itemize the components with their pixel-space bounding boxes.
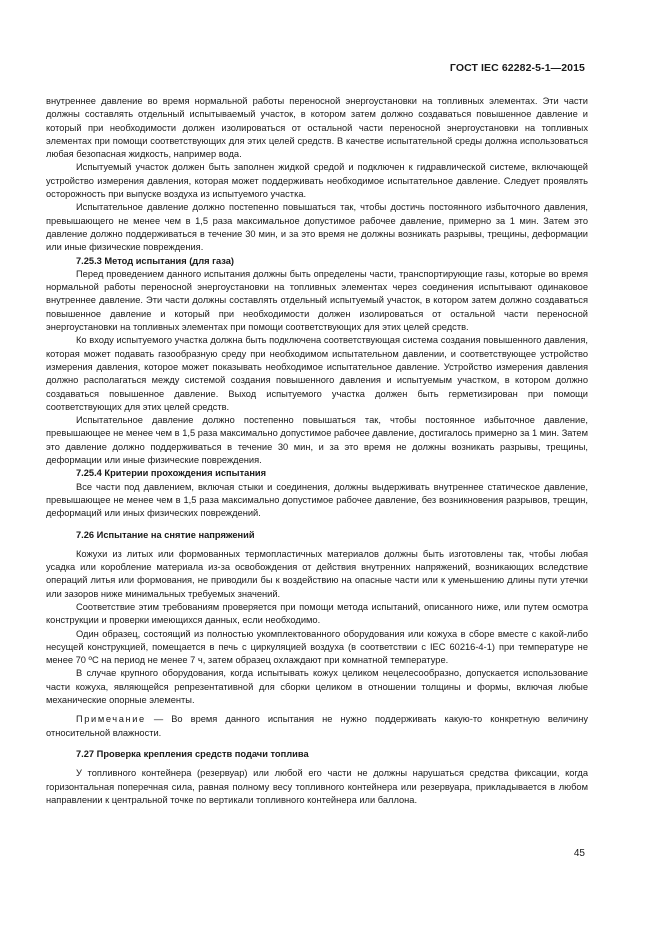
paragraph: Ко входу испытуемого участка должна быть подключена соответствующая система создания повышенного давления, которая может подавать газообразную среду при необходимом испытательном давлении, и соответствующее устройство измерения давления, которое может показывать необходимое испытательное давление. Устройство измерения давления должно располагаться между системой создания повышенного давления и испытуемым участком, в котором должно создаваться повышенное давление. Выход испытуемого участка должен быть герметизирован при помощи соответствующих для этих целей средств. [46, 335, 588, 412]
paragraph: Все части под давлением, включая стыки и соединения, должны выдерживать внутреннее статическое давление, превышающее не менее чем в 1,5 раза максимально допустимое рабочее давление, без возникновения разрывов, трещин, деформаций или иных физических повреждений. [46, 481, 588, 519]
paragraph: Один образец, состоящий из полностью укомплектованного оборудования или кожуха в сборе вместе с какой-либо несущей конструкцией, помещается в печь с циркуляцией воздуха (в соответствии с IEC 60216-4-1) при температуре не менее 70 ºС на период не менее 7 ч, затем образец охлаждают при комнатной температуре. [46, 628, 588, 666]
paragraph: Кожухи из литых или формованных термопластичных материалов должны быть изготовлены так, чтобы любая усадка или коробление материала из-за освобождения от действия внутренних напряжений, возникающих вследствие операций литья или формования, не приводили бы к воздействию на опасные части или к уменьшению длины пути утечки или зазоров ниже минимальных требуемых значений. [46, 548, 588, 599]
paragraph: Перед проведением данного испытания должны быть определены части, транспортирующие газы, которые во время нормальной работы переносной энергоустановки на топливных элементах через соединения испытывают одинаковое внутреннее давление. Эти части должны составлять отдельный испытуемый участок, в котором затем должно создаваться повышенное давление и который при необходимости должен изолироваться от остальной части переносной энергоустановки на топливных элементах при помощи соответствующих для этих целей средств. [46, 268, 588, 333]
document-body [46, 95, 588, 807]
note [46, 713, 588, 740]
document-header: ГОСТ IEC 62282-5-1—2015 [449, 62, 585, 74]
page-number: 45 [573, 848, 585, 859]
section-heading-7-25-3: 7.25.3 Метод испытания (для газа) [76, 255, 235, 266]
paragraph: В случае крупного оборудования, когда испытывать кожух целиком нецелесообразно, допускается использование части кожуха, являющейся репрезентативной для сборки целиком в отношении толщины и формы, включая любые механические опорные элементы. [46, 668, 588, 706]
section-heading-7-25-4: 7.25.4 Критерии прохождения испытания [76, 468, 267, 479]
note-label: Примечание [76, 714, 146, 725]
note-text: — Во время данного испытания не нужно поддерживать какую-то конкретную величину относительной влажности. [46, 714, 588, 738]
section-heading-7-26: 7.26 Испытание на снятие напряжений [76, 529, 255, 540]
paragraph: внутреннее давление во время нормальной работы переносной энергоустановки на топливных элементах. Эти части должны составлять отдельный испытываемый участок, в котором затем должно создаваться повышенное давление и который при необходимости должен изолироваться от остальной части переносной энергоустановки на топливных элементах при помощи соответствующих для этих целей средств. В качестве испытательной среды должна использоваться любая безопасная жидкость, например вода. [46, 96, 588, 160]
paragraph: Испытательное давление должно постепенно повышаться так, чтобы постоянное избыточное давление, превышающее не менее чем в 1,5 раза максимально допустимое рабочее давление, достигалось примерно за 1 мин. Затем это давление должно поддерживаться в течение 30 мин, и за это время не должны возникать разрывы, трещины, деформации или иные физические повреждения. [46, 415, 588, 466]
paragraph: Соответствие этим требованиям проверяется при помощи метода испытаний, описанного ниже, или путем осмотра конструкции и проверки имеющихся данных, если необходимо. [46, 601, 588, 626]
section-heading-7-27: 7.27 Проверка крепления средств подачи топлива [76, 748, 309, 759]
paragraph: У топливного контейнера (резервуар) или любой его части не должны нарушаться средства фиксации, когда горизонтальная поперечная сила, равная полному весу топливного контейнера или резервуара, прикладывается в любом направлении к центральной точке по вертикали топливного контейнера или баллона. [46, 768, 588, 805]
paragraph: Испытуемый участок должен быть заполнен жидкой средой и подключен к гидравлической системе, включающей устройство измерения давления, которая может поддерживать необходимое испытательное давление. Следует проявлять осторожность при выпуске воздуха из испытуемого участка. [46, 162, 588, 200]
paragraph: Испытательное давление должно постепенно повышаться так, чтобы достичь постоянного избыточного давления, превышающего не менее чем в 1,5 раза максимальное допустимое рабочее давление, примерно за 1 мин. Затем это давление должно поддерживаться в течение 30 мин, и за это время не должны возникать разрывы, трещины, деформации или иные физические повреждения. [46, 202, 588, 253]
